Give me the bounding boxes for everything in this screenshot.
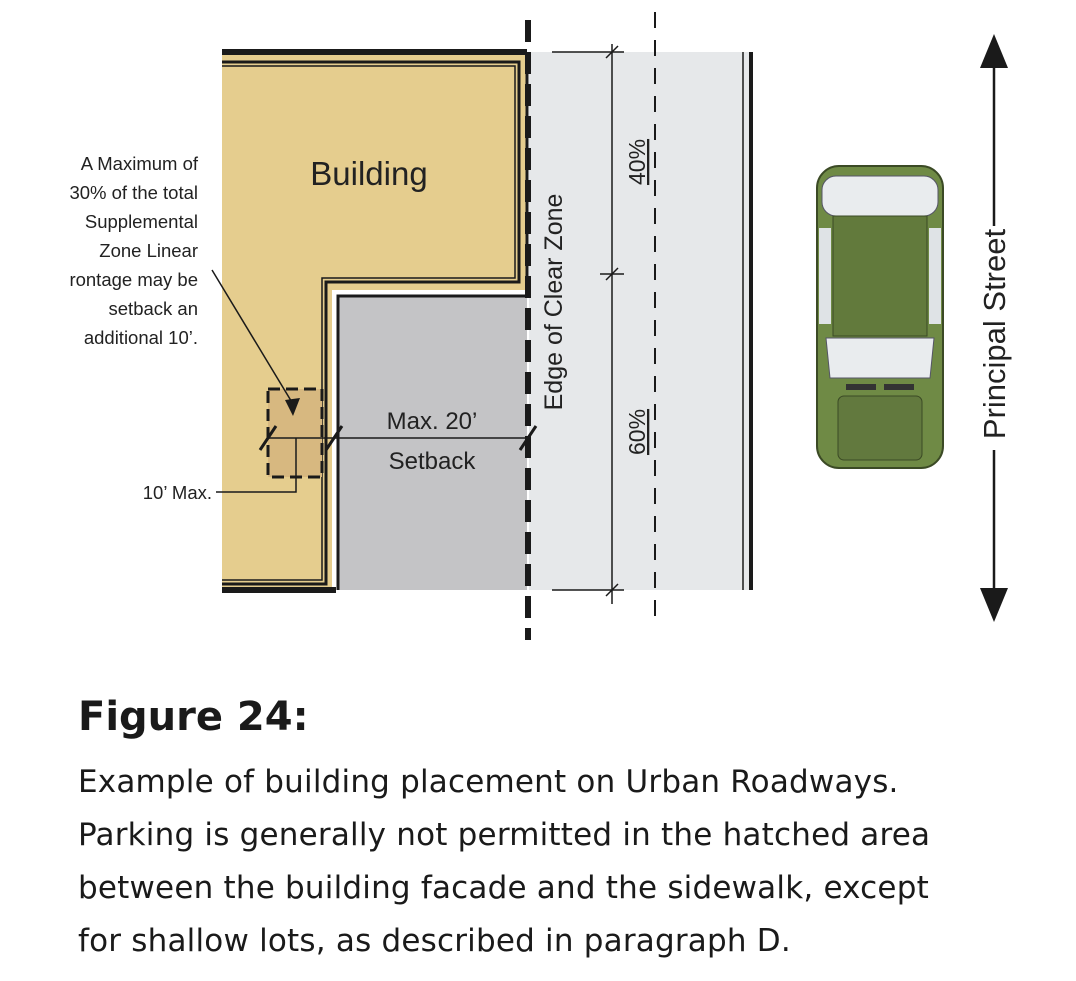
building-label: Building [310,155,428,192]
edge-of-clear-zone-label: Edge of Clear Zone [540,193,568,411]
caption-line: Parking is generally not permitted in the hatched area [78,817,931,853]
figure-caption [78,756,1058,968]
note-line: Zone Linear [99,240,198,261]
note-line: Supplemental [84,211,198,232]
arrow-up-icon [980,34,1008,68]
caption-line: Example of building placement on Urban Roadways. [78,764,899,800]
percent-top-label: 40% [624,138,650,186]
note-line: A Maximum of [80,153,198,174]
figure-title: Figure 24: [78,694,309,740]
setback-label-line2: Setback [388,448,476,475]
arrow-down-icon [980,588,1008,622]
note-line: 30% of the total [69,182,198,203]
setback-note [69,153,198,348]
car-icon [817,166,943,468]
ten-max-label: 10’ Max. [142,482,212,503]
setback-label-line1: Max. 20’ [386,408,478,435]
setback-area [338,296,527,590]
caption-line: for shallow lots, as described in paragraph D. [78,923,791,959]
note-line: rontage may be [69,269,198,290]
note-line: setback an [108,298,198,319]
caption-line: between the building facade and the sidewalk, except [78,870,929,906]
percent-bottom-label: 60% [624,408,650,456]
note-line: additional 10’. [83,327,198,348]
principal-street-label: Principal Street [977,228,1012,440]
